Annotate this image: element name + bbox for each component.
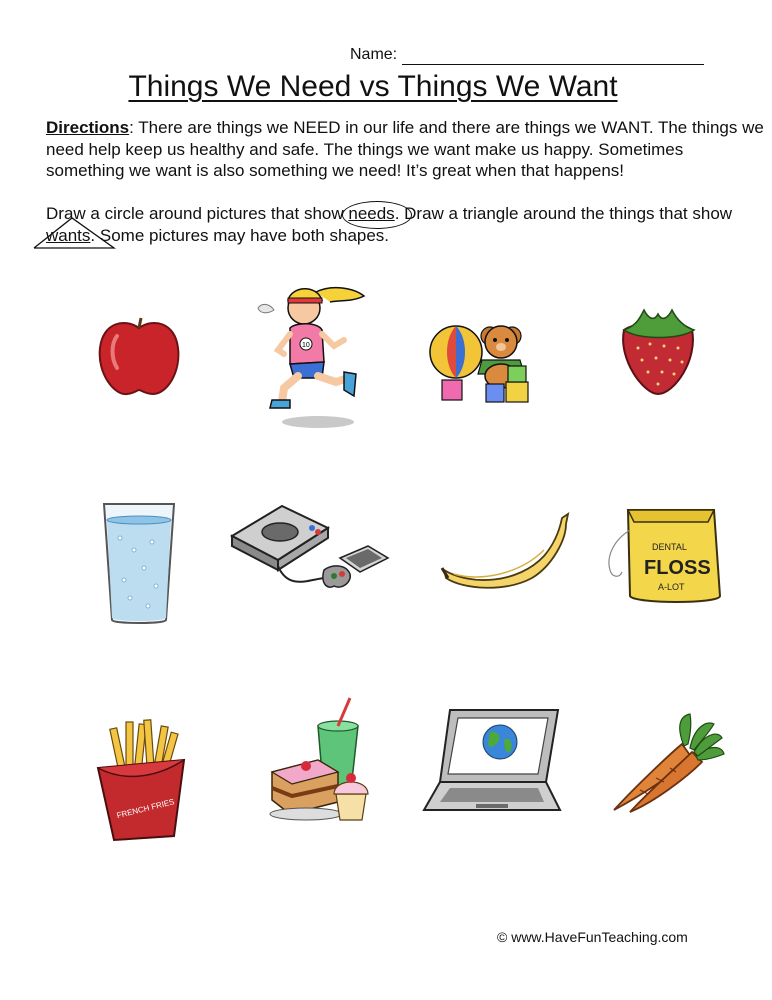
directions-label: Directions [46, 118, 130, 137]
runner-icon[interactable] [256, 278, 368, 430]
instructions-paragraph [46, 203, 766, 247]
instructions-text-1: Draw a circle around pictures that show [46, 204, 349, 223]
name-line[interactable] [402, 64, 704, 65]
fries-label: FRENCH FRIES [115, 797, 176, 821]
floss-label-1: DENTAL [652, 542, 687, 552]
runner-number: 10 [302, 342, 310, 349]
apple-icon[interactable] [95, 314, 183, 398]
instructions-text-2: . Draw a triangle around the things that show [394, 204, 733, 223]
circle-example [342, 201, 412, 229]
needs-word: needs [348, 204, 394, 223]
game-console-icon[interactable] [228, 500, 398, 604]
laptop-icon[interactable] [420, 706, 562, 820]
floss-label-3: A-LOT [658, 582, 685, 592]
toys-icon[interactable] [428, 314, 538, 406]
instructions-text-3: . Some pictures may have both shapes. [90, 226, 390, 245]
page-title: Things We Need vs Things We Want [128, 70, 618, 103]
strawberry-icon[interactable] [614, 300, 700, 396]
wants-word: wants [46, 226, 90, 245]
directions-paragraph [46, 117, 766, 182]
copyright-text[interactable]: © www.HaveFunTeaching.com [497, 929, 688, 945]
name-label: Name: [350, 46, 398, 63]
triangle-example [32, 215, 118, 251]
directions-text: : There are things we NEED in our life and there are things we WANT. The things we need help keep us healthy and safe. The things we want make us happy. Sometimes something we want is also something we need! It’s great when that happens! [46, 118, 764, 180]
dental-floss-icon[interactable] [604, 500, 724, 608]
floss-label-2: FLOSS [644, 557, 711, 579]
french-fries-icon[interactable] [94, 718, 188, 842]
sweets-icon[interactable] [266, 696, 372, 826]
water-glass-icon[interactable] [100, 498, 178, 628]
banana-icon[interactable] [440, 510, 572, 592]
carrot-icon[interactable] [610, 712, 726, 816]
